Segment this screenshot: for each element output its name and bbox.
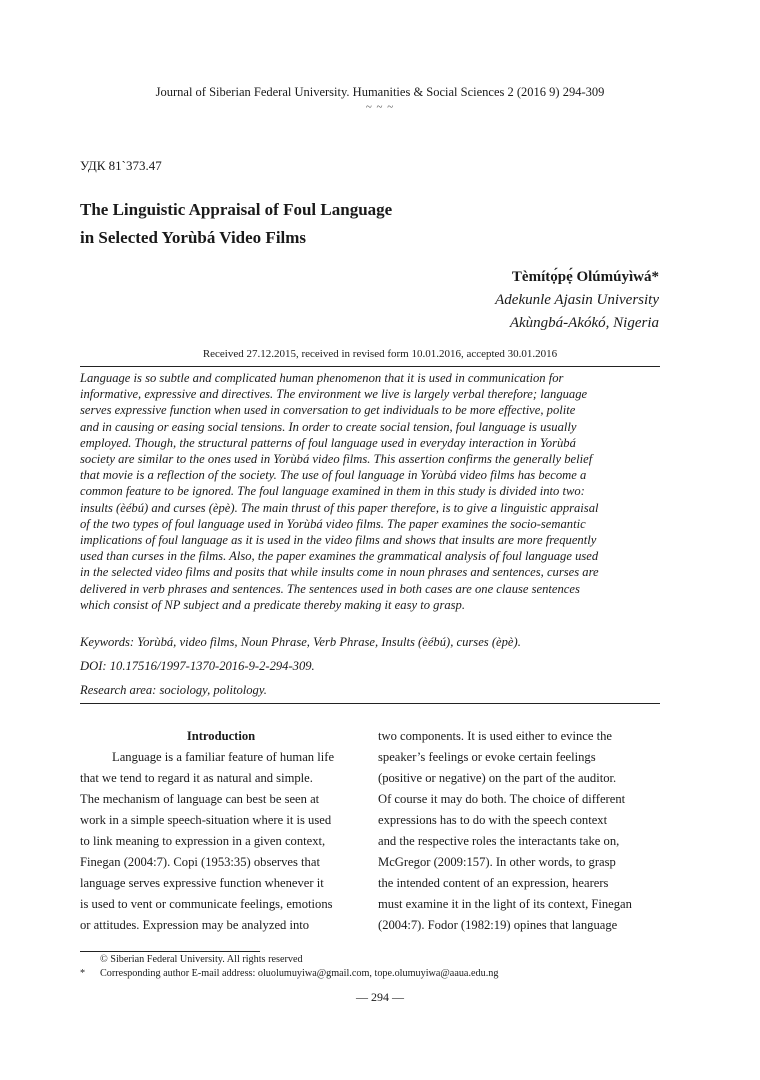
abstract-line: common feature to be ignored. The foul language examined in them in this study is divided into two: xyxy=(80,484,585,499)
body-text-line: and the respective roles the interactants take on, xyxy=(378,834,620,848)
body-text-line: The mechanism of language can best be seen at xyxy=(80,792,320,806)
body-text-line: that we tend to regard it as natural and simple. xyxy=(80,771,313,785)
footnote-star: * xyxy=(80,968,86,979)
abstract-top-rule xyxy=(80,366,660,367)
corresponding-text: Corresponding author E-mail address: oluolumuyiwa@gmail.com, tope.olumuyiwa@aaua.edu.ng xyxy=(100,968,499,979)
footnote-rule xyxy=(80,951,260,952)
body-text-line: to link meaning to expression in a given context, xyxy=(80,834,326,848)
abstract-bottom-rule xyxy=(80,703,660,704)
footnote-corresponding xyxy=(80,968,498,979)
copyright-text: © Siberian Federal University. All rights reserved xyxy=(100,954,303,965)
abstract xyxy=(80,370,660,613)
body-text-line: or attitudes. Expression may be analyzed into xyxy=(80,918,310,932)
abstract-line: which consist of NP subject and a predicate thereby making it easy to grasp. xyxy=(80,597,465,612)
body-text-line: speaker’s feelings or evoke certain feelings xyxy=(378,750,596,764)
title-line-1: The Linguistic Appraisal of Foul Language xyxy=(80,200,393,219)
abstract-line: insults (èébú) and curses (èpè). The main thrust of this paper therefore, is to give a linguistic appraisal xyxy=(80,500,599,515)
body-text-line: (2004:7). Fodor (1982:19) opines that language xyxy=(378,918,618,932)
abstract-line: serves expressive function when used in conversation to get individuals to be more effective, polite xyxy=(80,403,576,418)
doi: DOI: 10.17516/1997-1370-2016-9-2-294-309. xyxy=(80,659,315,673)
body-text-line: is used to vent or communicate feelings, emotions xyxy=(80,897,333,911)
footnote-copyright xyxy=(80,954,303,965)
body-text-line: language serves expressive function whenever it xyxy=(80,876,324,890)
body-column-right xyxy=(378,726,660,936)
body-text-line: McGregor (2009:157). In other words, to grasp xyxy=(378,855,616,869)
body-text-line: Of course it may do both. The choice of different xyxy=(378,792,626,806)
abstract-line: implications of foul language as it is used in the video films and shows that insults are more frequently xyxy=(80,533,597,548)
page-number: — 294 — xyxy=(356,990,404,1004)
abstract-line: and in causing or easing social tensions. In order to create social tension, foul language is usually xyxy=(80,419,577,434)
journal-header: Journal of Siberian Federal University. Humanities & Social Sciences 2 (2016 9) 294-309 xyxy=(155,85,605,99)
author-affiliation-2: Akùngbá-Akókó, Nigeria xyxy=(509,315,659,331)
body-text-line: Language is a familiar feature of human life xyxy=(112,750,335,764)
abstract-line: in the selected video films and posits that while insults come in noun phrases and sentences, curses are xyxy=(80,565,599,580)
section-heading-introduction: Introduction xyxy=(186,729,256,743)
abstract-line: used than curses in the films. Also, the paper examines the grammatical analysis of foul language used xyxy=(80,549,599,564)
keywords: Keywords: Yorùbá, video films, Noun Phrase, Verb Phrase, Insults (èébú), curses (èpè). xyxy=(80,635,521,649)
title-line-2: in Selected Yorùbá Video Films xyxy=(80,228,307,247)
author-affiliation-1: Adekunle Ajasin University xyxy=(495,292,659,308)
body-text-line: two components. It is used either to evince the xyxy=(378,729,612,743)
abstract-line: informative, expressive and directives. The environment we live is largely verbal therefore; language xyxy=(80,387,588,402)
research-area: Research area: sociology, politology. xyxy=(80,683,267,697)
abstract-line: employed. Though, the structural patterns of foul language used in everyday interaction in Yorùbá xyxy=(80,435,576,450)
body-text-line: work in a simple speech-situation where it is used xyxy=(80,813,332,827)
author-block xyxy=(495,266,659,335)
body-text-line: (positive or negative) on the part of the auditor. xyxy=(378,771,617,785)
body-text-line: must examine it in the light of its context, Finegan xyxy=(378,897,632,911)
author-name: Tèmítọ́pẹ́ Olúmúyìwá* xyxy=(511,269,659,285)
abstract-line: of the two types of foul language used in Yorùbá video films. The paper examines the socio-semantic xyxy=(80,516,586,531)
abstract-line: Language is so subtle and complicated human phenomenon that it is used in communication for xyxy=(80,371,564,385)
body-text-line: Finegan (2004:7). Copi (1953:35) observes that xyxy=(80,855,320,869)
body-text-line: the intended content of an expression, hearers xyxy=(378,876,609,890)
received-dates: Received 27.12.2015, received in revised form 10.01.2016, accepted 30.01.2016 xyxy=(202,348,558,360)
udk-code: УДК 81`373.47 xyxy=(80,158,162,173)
abstract-line: society are similar to the ones used in Yorùbá video films. This assertion confirms the generally belief xyxy=(80,452,593,467)
body-text-line: expressions has to do with the speech context xyxy=(378,813,608,827)
article-title xyxy=(80,196,600,252)
abstract-line: that movie is a reflection of the society. The use of foul language in Yorùbá video films has become a xyxy=(80,468,587,483)
body-column-left xyxy=(80,726,362,936)
header-separator: ~ ~ ~ xyxy=(365,101,395,113)
abstract-line: delivered in verb phrases and sentences. The sentences used in both cases are one clause sentences xyxy=(80,581,580,596)
